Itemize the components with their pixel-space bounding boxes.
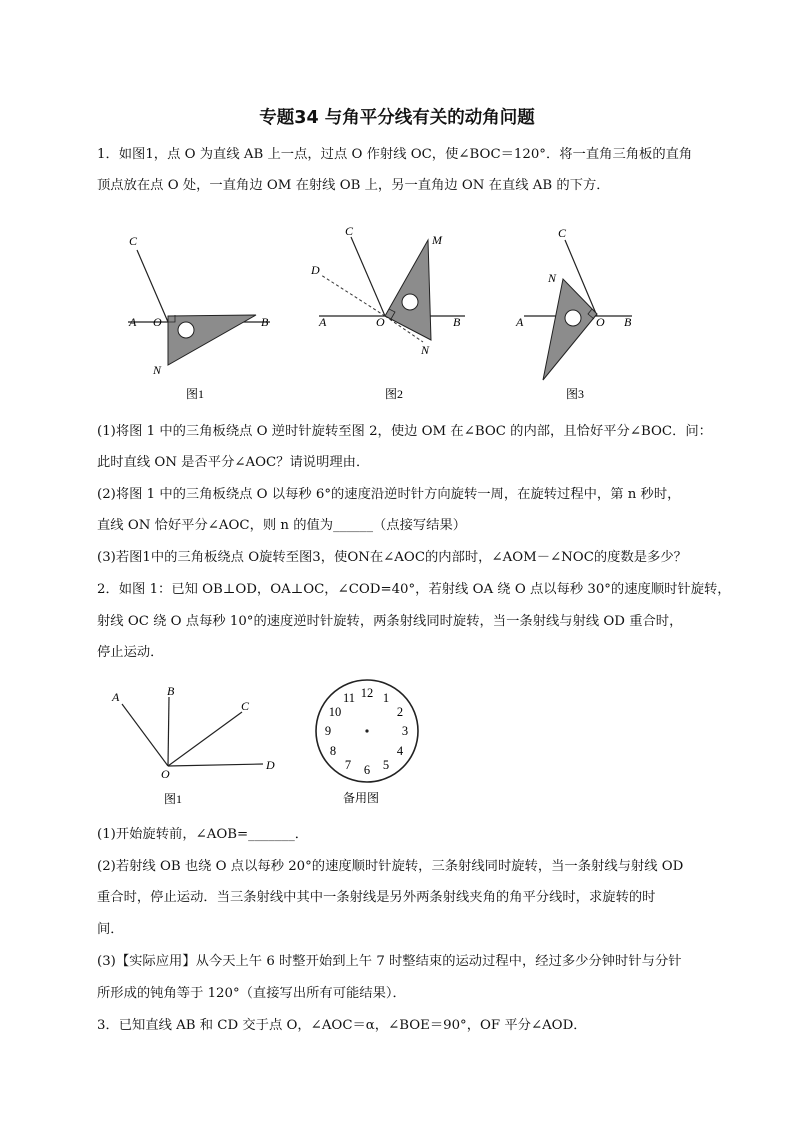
q1-line-1: 1．如图1，点 O 为直线 AB 上一点，过点 O 作射线 OC，使∠BOC＝120°．将一直角三角板的直角 (97, 147, 693, 162)
q2-part3-line-2: 所形成的钝角等于 120°（直接写出所有可能结果）． (97, 986, 406, 1001)
q1-part2-line-2: 直线 ON 恰好平分∠AOC，则 n 的值为______（点接写结果） (97, 518, 467, 533)
label-c: C (345, 224, 354, 238)
q2-part2-line-2: 重合时，停止运动．当三条射线中其中一条射线是另外两条射线夹角的角平分线时，求旋转的时 (97, 890, 656, 905)
clock-number-12: 12 (360, 686, 374, 700)
set-square (168, 315, 256, 365)
label-b: B (624, 315, 632, 329)
label-m: M (432, 233, 442, 247)
label-n: N (153, 363, 162, 377)
label-o: O (161, 767, 170, 781)
figure-2-caption: 图2 (385, 387, 404, 401)
clock-figure (312, 678, 424, 812)
label-d: D (266, 758, 275, 772)
label-b: B (453, 315, 461, 329)
line-od (321, 275, 385, 316)
set-square-hole (178, 322, 194, 338)
q3-line-1: 3．已知直线 AB 和 CD 交于点 O，∠AOC＝α，∠BOE＝90°，OF 平分∠AOD． (97, 1018, 587, 1033)
clock-number-4: 4 (396, 744, 404, 758)
q2-part3-line-1: (3)【实际应用】从今天上午 6 时整开始到上午 7 时整结束的运动过程中，经过多少分钟时针与分针 (97, 954, 682, 969)
label-b: B (261, 315, 269, 329)
q1-part1-line-2: 此时直线 ON 是否平分∠AOC？请说明理由． (97, 455, 370, 470)
label-b: B (167, 684, 175, 698)
set-square-hole (402, 294, 418, 310)
label-c: C (241, 699, 250, 713)
set-square-hole (565, 310, 581, 326)
clock-number-3: 3 (401, 724, 409, 738)
ray-od (168, 764, 263, 766)
figure-q2 (108, 682, 298, 810)
page-title: 专题34 与角平分线有关的动角问题 (259, 108, 535, 128)
figure-3 (510, 222, 640, 408)
ray-ob (168, 697, 169, 766)
q1-part2-line-1: (2)将图 1 中的三角板绕点 O 以每秒 6°的速度沿逆时针方向旋转一周，在旋转过程中，第 n 秒时， (97, 487, 681, 502)
clock-center (365, 729, 368, 732)
label-o: O (596, 315, 605, 329)
figure-q2-caption: 图1 (164, 792, 183, 806)
ray-oc (137, 250, 168, 322)
clock-number-9: 9 (324, 724, 332, 738)
clock-number-7: 7 (344, 758, 352, 772)
label-n: N (548, 271, 557, 285)
label-a: A (112, 690, 120, 704)
clock-number-6: 6 (363, 763, 371, 777)
label-a: A (129, 315, 137, 329)
q2-part2-line-1: (2)若射线 OB 也绕 O 点以每秒 20°的速度顺时针旋转，三条射线同时旋转，当一条射线与射线 OD (97, 859, 684, 874)
figure-3-caption: 图3 (566, 387, 585, 401)
label-o: O (376, 315, 385, 329)
q2-line-3: 停止运动． (97, 645, 164, 660)
label-c: C (558, 226, 567, 240)
ray-oc (168, 712, 242, 766)
label-a: A (516, 315, 524, 329)
q2-part1-line: (1)开始旋转前，∠AOB=_______． (97, 827, 309, 842)
q1-line-2: 顶点放在点 O 处，一直角边 OM 在射线 OB 上，另一直角边 ON 在直线 AB 的下方． (97, 178, 610, 193)
label-a: A (319, 315, 327, 329)
label-d: D (311, 263, 320, 277)
ray-oa (122, 704, 168, 766)
figure-2 (305, 222, 475, 408)
q2-line-2: 射线 OC 绕 O 点每秒 10°的速度逆时针旋转，两条射线同时旋转，当一条射线与射线 OD 重合时， (97, 614, 683, 629)
set-square (385, 240, 431, 340)
figure-1-caption: 图1 (186, 387, 205, 401)
set-square (543, 279, 597, 380)
clock-number-10: 10 (328, 705, 342, 719)
clock-number-8: 8 (329, 744, 337, 758)
clock-number-5: 5 (382, 758, 390, 772)
q2-line-1: 2．如图 1：已知 OB⊥OD，OA⊥OC，∠COD=40°，若射线 OA 绕 O 点以每秒 30°的速度顺时针旋转， (97, 582, 731, 597)
clock-number-11: 11 (342, 691, 356, 705)
ray-oc (351, 237, 385, 316)
clock-number-2: 2 (396, 705, 404, 719)
label-c: C (129, 234, 138, 248)
figure-1 (120, 228, 280, 408)
label-n: N (421, 343, 430, 357)
clock-caption: 备用图 (343, 791, 380, 805)
q1-part1-line-1: (1)将图 1 中的三角板绕点 O 逆时针旋转至图 2，使边 OM 在∠BOC 的内部，且恰好平分∠BOC．问： (97, 424, 712, 439)
label-o: O (153, 315, 162, 329)
q1-part3-line: (3)若图1中的三角板绕点 O旋转至图3，使ON在∠AOC的内部时，∠AOM－∠NOC的度数是多少？ (97, 550, 687, 565)
q2-part2-line-3: 间． (97, 922, 124, 937)
clock-number-1: 1 (382, 691, 390, 705)
